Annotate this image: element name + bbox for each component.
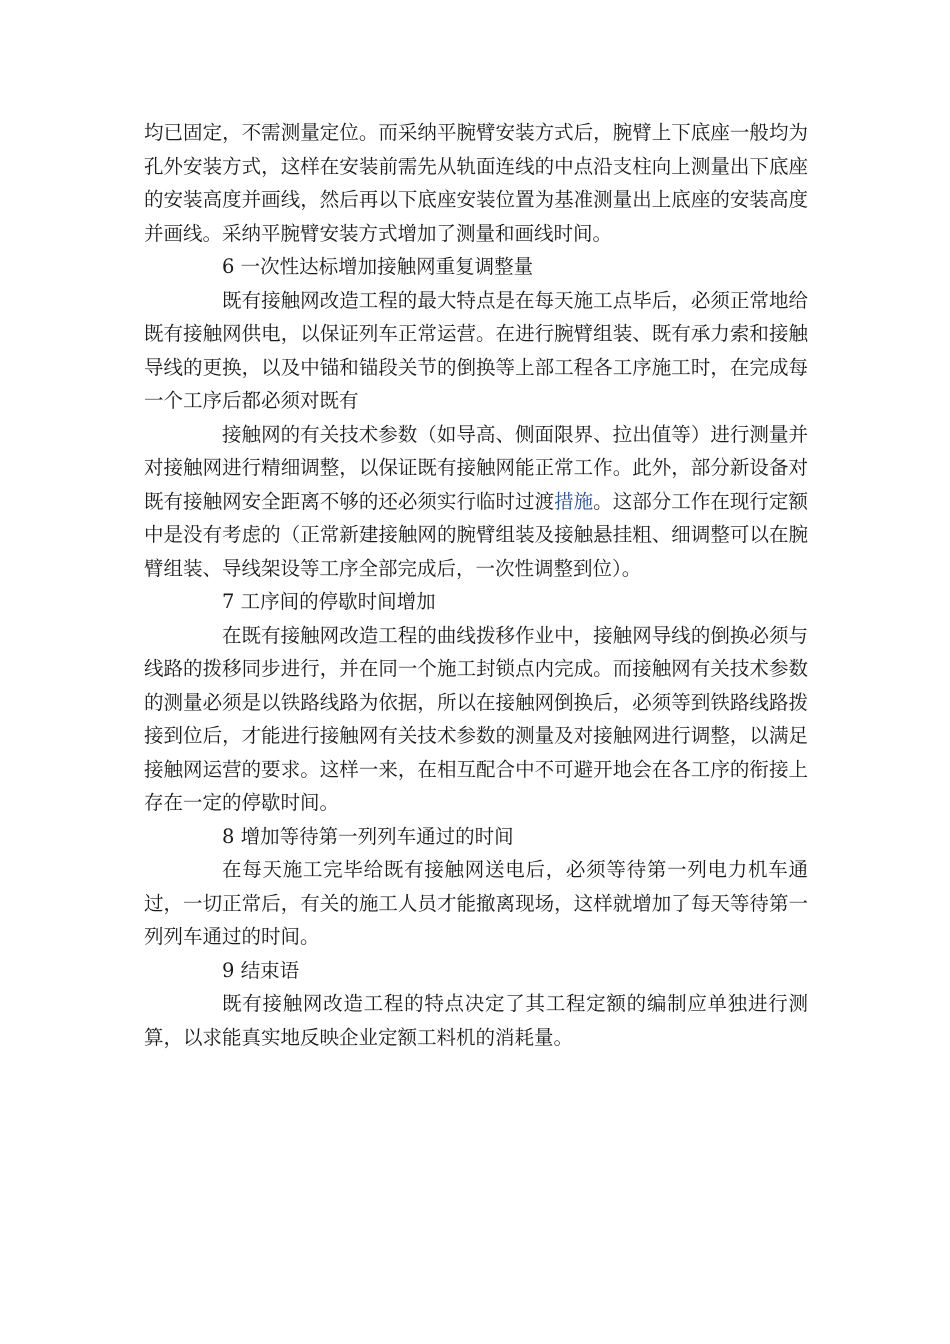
paragraph-8: 在每天施工完毕给既有接触网送电后，必须等待第一列电力机车通过，一切正常后，有关的施工人员才能撤离现场，这样就增加了每天等待第一列列车通过的时间。	[144, 858, 808, 948]
measures-link[interactable]: 措施	[554, 489, 594, 513]
paragraph-6b-text-2: 。这部分工作在现行定额中是没有考虑的（正常新建接触网的腕臂组装及接触悬挂粗、细调整可以在腕臂组装、导线架设等工序全部完成后，一次性调整到位）。	[144, 489, 808, 580]
section-heading-9: 9 结束语	[222, 958, 300, 982]
paragraph-continued: 均已固定，不需测量定位。而采纳平腕臂安装方式后，腕臂上下底座一般均为孔外安装方式，这样在安装前需先从轨面连线的中点沿支柱向上测量出下底座的安装高度并画线，然后再以下底座安装位置为基准测量出上底座的安装高度并画线。采纳平腕臂安装方式增加了测量和画线时间。	[144, 121, 808, 245]
paragraph-6a: 既有接触网改造工程的最大特点是在每天施工点毕后，必须正常地给既有接触网供电，以保证列车正常运营。在进行腕臂组装、既有承力索和接触导线的更换，以及中锚和锚段关节的倒换等上部工程各工序施工时，在完成每一个工序后都必须对既有	[144, 288, 808, 412]
section-heading-8: 8 增加等待第一列列车通过的时间	[222, 824, 514, 848]
paragraph-7: 在既有接触网改造工程的曲线拨移作业中，接触网导线的倒换必须与线路的拨移同步进行，并在同一个施工封锁点内完成。而接触网有关技术参数的测量必须是以铁路线路为依据，所以在接触网倒换后，必须等到铁路线路拨接到位后，才能进行接触网有关技术参数的测量及对接触网进行调整，以满足接触网运营的要求。这样一来，在相互配合中不可避开地会在各工序的衔接上存在一定的停歇时间。	[144, 623, 808, 814]
paragraph-6b-text-1: 接触网的有关技术参数（如导高、侧面限界、拉出值等）进行测量并对接触网进行精细调整，以保证既有接触网能正常工作。此外，部分新设备对既有接触网安全距离不够的还必须实行临时过渡	[144, 422, 808, 513]
paragraph-6b	[144, 418, 808, 586]
paragraph-9: 既有接触网改造工程的特点决定了其工程定额的编制应单独进行测算，以求能真实地反映企业定额工料机的消耗量。	[144, 992, 808, 1049]
section-heading-6: 6 一次性达标增加接触网重复调整量	[222, 255, 534, 278]
document-page	[144, 116, 808, 1054]
section-heading-7: 7 工序间的停歇时间增加	[222, 590, 436, 613]
